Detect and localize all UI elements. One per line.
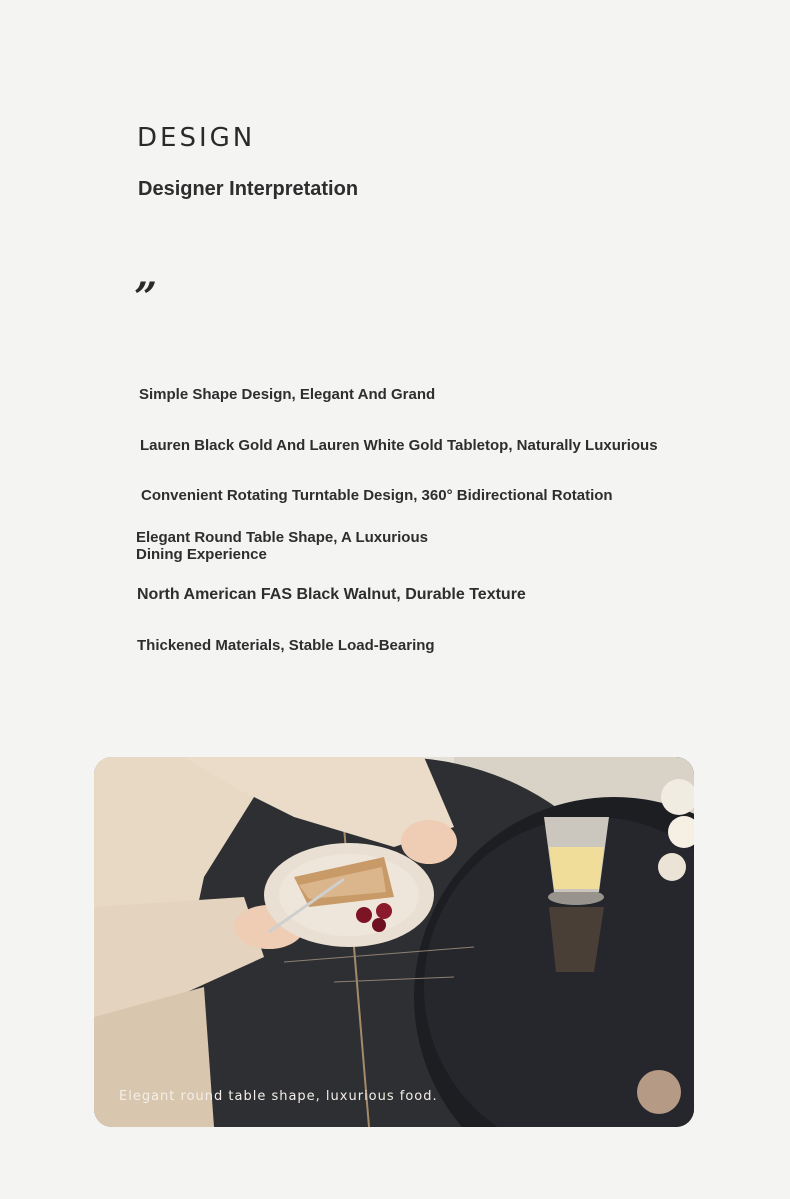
feature-item: Lauren Black Gold And Lauren White Gold Tabletop, Naturally Luxurious — [140, 437, 658, 454]
section-heading: Designer Interpretation — [138, 178, 359, 200]
feature-item: Elegant Round Table Shape, A Luxurious Dining Experience — [136, 529, 428, 563]
product-photo — [94, 757, 694, 1127]
quote-mark: ” — [134, 274, 158, 321]
dining-table-illustration — [94, 757, 694, 1127]
feature-item: Simple Shape Design, Elegant And Grand — [139, 386, 436, 403]
feature-item: Thickened Materials, Stable Load-Bearing — [137, 637, 435, 654]
feature-item: Convenient Rotating Turntable Design, 360° Bidirectional Rotation — [141, 487, 613, 504]
photo-caption: Elegant round table shape, luxurious food. — [119, 1089, 438, 1104]
section-eyebrow: DESIGN — [137, 123, 256, 153]
feature-item: North American FAS Black Walnut, Durable Texture — [137, 586, 526, 603]
